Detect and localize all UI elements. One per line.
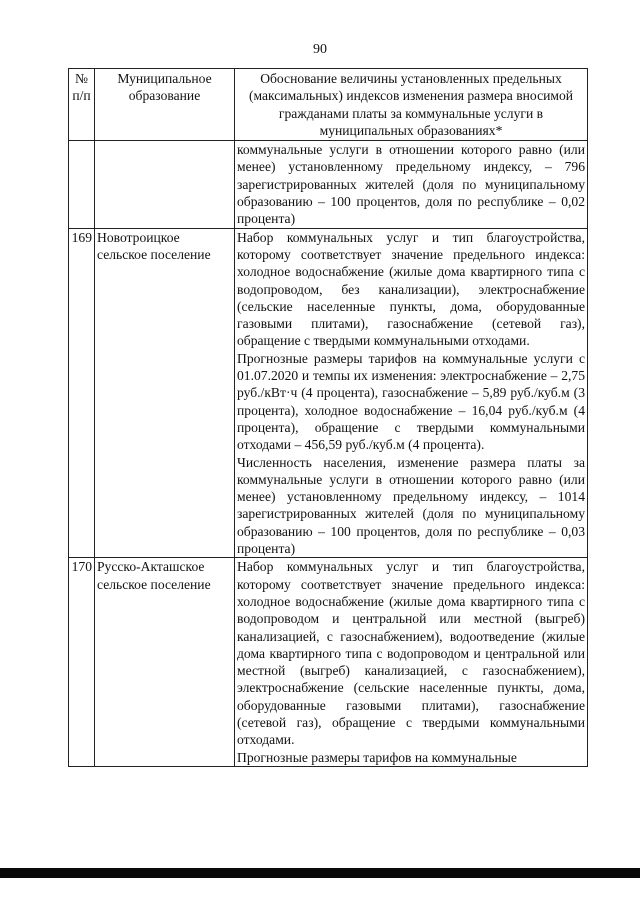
table-row <box>69 228 588 558</box>
row-justification <box>235 558 588 767</box>
header-justification: Обоснование величины установленных предельных (максимальных) индексов изменения размера вносимой гражданами платы за коммунальные услуги в муниципальных образованиях* <box>235 69 588 141</box>
paragraph: Прогнозные размеры тарифов на коммунальные <box>237 749 517 765</box>
header-num: № п/п <box>69 69 95 141</box>
scan-edge-band <box>0 868 640 878</box>
tariff-table <box>68 68 588 767</box>
table-header-row <box>69 69 588 141</box>
row-municipality: Новотроицкое сельское поселение <box>95 228 235 558</box>
row-justification <box>235 228 588 558</box>
page-number: 90 <box>313 42 327 57</box>
row-num: 170 <box>69 558 95 767</box>
paragraph: Прогнозные размеры тарифов на коммунальные услуги с 01.07.2020 и темпы их изменения: электроснабжение – 2,75 руб./кВт·ч (4 процента), газоснабжение – 5,89 руб./куб.м (3 процента), холодное водоснабжение – 16,04 руб./куб.м (4 процента), обращение с твердыми коммунальными отходами – 456,59 руб./куб.м (4 процента). <box>237 350 585 453</box>
paragraph: Набор коммунальных услуг и тип благоустройства, которому соответствует значение предельного индекса: холодное водоснабжение (жилые дома квартирного типа с водопроводом и центральной или местной (выгреб) канализацией, с газоснабжением), водоотведение (жилые дома квартирного типа с водопроводом и центральной или местной (выгреб) канализацией, с газоснабжением), электроснабжение (сельские населенные пункты, дома, оборудованные газовыми плитами), газоснабжение (сетевой газ), обращение с твердыми коммунальными отходами. <box>237 559 585 748</box>
paragraph: Набор коммунальных услуг и тип благоустройства, которому соответствует значение предельного индекса: холодное водоснабжение (жилые дома квартирного типа с водопроводом, без канализации), электроснабжение (сельские населенные пункты, дома, оборудованные газовыми плитами), газоснабжение (сетевой газ), обращение с твердыми коммунальными отходами. <box>237 229 585 349</box>
table-row <box>69 141 588 228</box>
row-justification <box>235 141 588 228</box>
row-num: 169 <box>69 228 95 558</box>
table-row <box>69 558 588 767</box>
paragraph: коммунальные услуги в отношении которого равно (или менее) установленному предельному индексу, – 796 зарегистрированных жителей (доля по муниципальному образованию – 100 процентов, доля по республике – 0,02 процента) <box>237 142 585 227</box>
paragraph: Численность населения, изменение размера платы за коммунальные услуги в отношении которого равно (или менее) установленному предельному индексу, – 1014 зарегистрированных жителей (доля по муниципальному образованию – 100 процентов, доля по республике – 0,03 процента) <box>237 454 585 557</box>
row-num <box>69 141 95 228</box>
row-municipality <box>95 141 235 228</box>
header-municipality: Муниципальное образование <box>95 69 235 141</box>
row-municipality: Русско-Акташское сельское поселение <box>95 558 235 767</box>
